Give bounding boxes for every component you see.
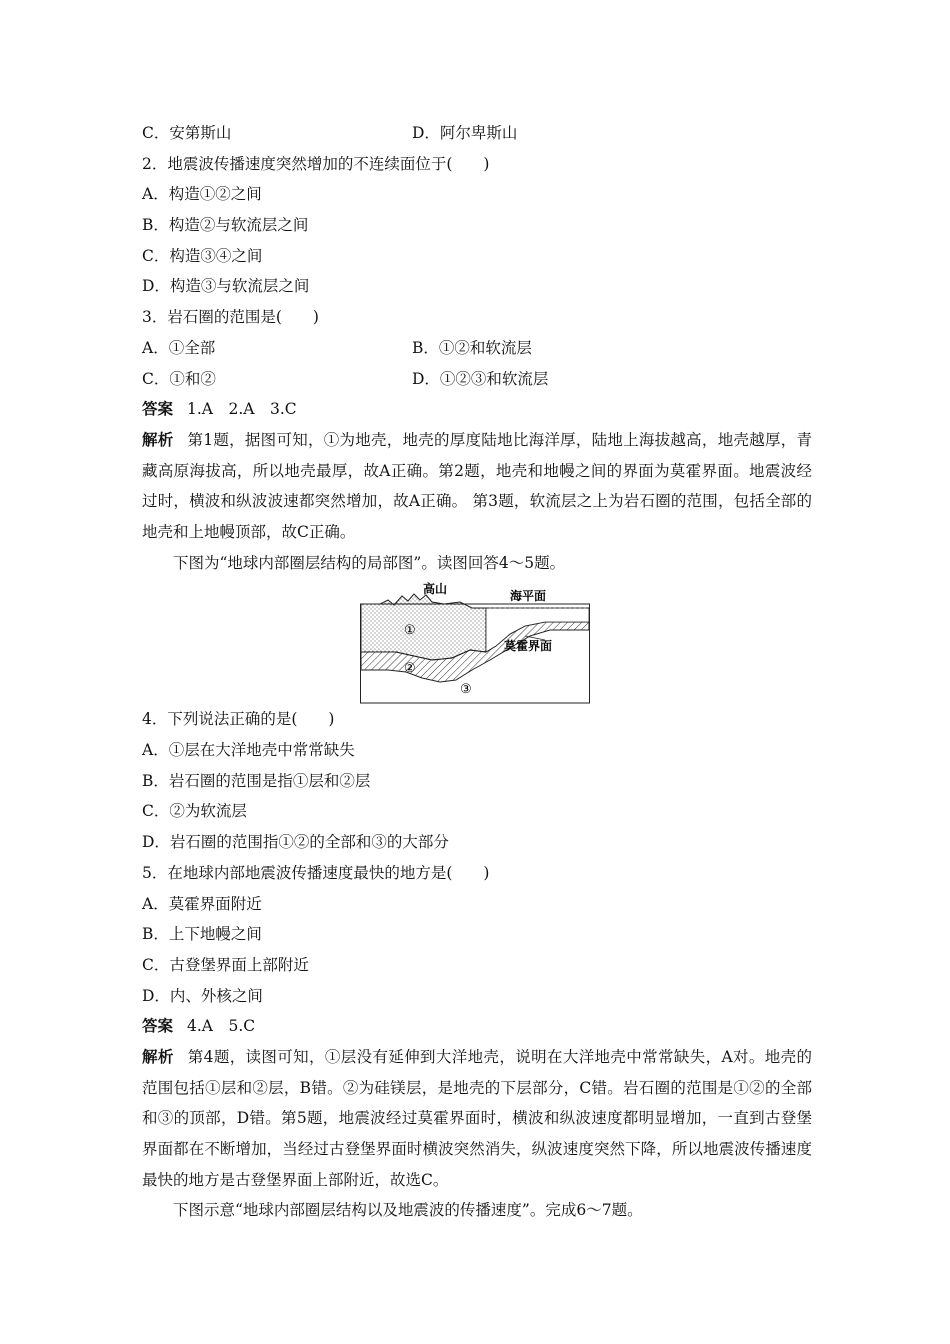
intro-figure-1: 下图为“地球内部圈层结构的局部图”。读图回答4～5题。	[173, 553, 566, 572]
analysis-2	[142, 1042, 812, 1196]
q4-option-c: C．②为软流层	[142, 802, 247, 821]
label-layer-3: ③	[460, 682, 472, 698]
q3-stem: 3．岩石圈的范围是( )	[142, 308, 319, 327]
answer-label: 答案	[142, 399, 174, 419]
label-layer-1: ①	[404, 623, 416, 639]
q4-option-b: B．岩石圈的范围是指①层和②层	[142, 771, 371, 790]
answer-label: 答案	[142, 1016, 174, 1036]
label-moho: 莫霍界面	[504, 639, 553, 654]
q5-stem: 5．在地球内部地震波传播速度最快的地方是( )	[142, 863, 490, 882]
intro-figure-2: 下图示意“地球内部圈层结构以及地震波的传播速度”。完成6～7题。	[173, 1201, 643, 1220]
analysis-label: 解析	[142, 1046, 174, 1066]
q3-option-d: D．①②③和软流层	[412, 369, 549, 388]
answer-text: 4.A 5.C	[187, 1017, 256, 1036]
q2-stem: 2．地震波传播速度突然增加的不连续面位于( )	[142, 154, 490, 173]
q2-option-d: D．构造③与软流层之间	[142, 277, 310, 296]
answer-1	[142, 394, 812, 425]
answer-text: 1.A 2.A 3.C	[187, 400, 297, 419]
q2-option-b: B．构造②与软流层之间	[142, 216, 309, 235]
q2-option-c: C．构造③④之间	[142, 246, 263, 265]
q1-options-cd	[142, 118, 812, 149]
analysis-1	[142, 425, 812, 548]
analysis-text: 第1题，据图可知，①为地壳，地壳的厚度陆地比海洋厚，陆地上海拔越高，地壳越厚，青藏高原海拔高，所以地壳最厚，故A正确。第2题，地壳和地幔之间的界面为莫霍界面。地震波经过时，横波和纵波波速都突然增加，故A正确。 第3题，软流层之上为岩石圈的范围，包括全部的地壳和上地幔顶部，故C正确。	[142, 430, 812, 541]
q4-option-a: A．①层在大洋地壳中常常缺失	[142, 741, 355, 760]
q4-stem: 4．下列说法正确的是( )	[142, 710, 335, 729]
q5-option-a: A．莫霍界面附近	[142, 894, 262, 913]
q3-options-ab	[142, 333, 812, 364]
crust-diagram	[360, 582, 590, 704]
crust-structure-figure	[360, 582, 590, 704]
q5-option-d: D．内、外核之间	[142, 986, 263, 1005]
q2-option-a: A．构造①②之间	[142, 185, 262, 204]
label-mountain: 高山	[423, 582, 448, 597]
q5-option-c: C．古登堡界面上部附近	[142, 955, 309, 974]
q3-option-a: A．①全部	[142, 338, 216, 357]
q5-option-b: B．上下地幔之间	[142, 925, 262, 944]
analysis-label: 解析	[142, 429, 174, 449]
label-layer-2: ②	[404, 661, 416, 677]
label-sea-level: 海平面	[510, 589, 547, 604]
q3-option-b: B．①②和软流层	[412, 338, 532, 357]
q1-option-d: D．阿尔卑斯山	[412, 124, 518, 142]
q3-option-c: C．①和②	[142, 369, 216, 388]
q4-option-d: D．岩石圈的范围指①②的全部和③的大部分	[142, 833, 449, 852]
q1-option-c: C．安第斯山	[142, 124, 232, 142]
document-page	[142, 118, 812, 1226]
q3-options-cd	[142, 364, 812, 395]
analysis-text: 第4题，读图可知，①层没有延伸到大洋地壳，说明在大洋地壳中常常缺失，A对。地壳的范围包括①层和②层，B错。②为硅镁层，是地壳的下层部分，C错。岩石圈的范围是①②的全部和③的顶部，D错。第5题，地震波经过莫霍界面时，横波和纵波速度都明显增加，一直到古登堡界面都在不断增加，当经过古登堡界面时横波突然消失，纵波速度突然下降，所以地震波传播速度最快的地方是古登堡界面上部附近，故选C。	[142, 1047, 812, 1189]
answer-2	[142, 1011, 812, 1042]
